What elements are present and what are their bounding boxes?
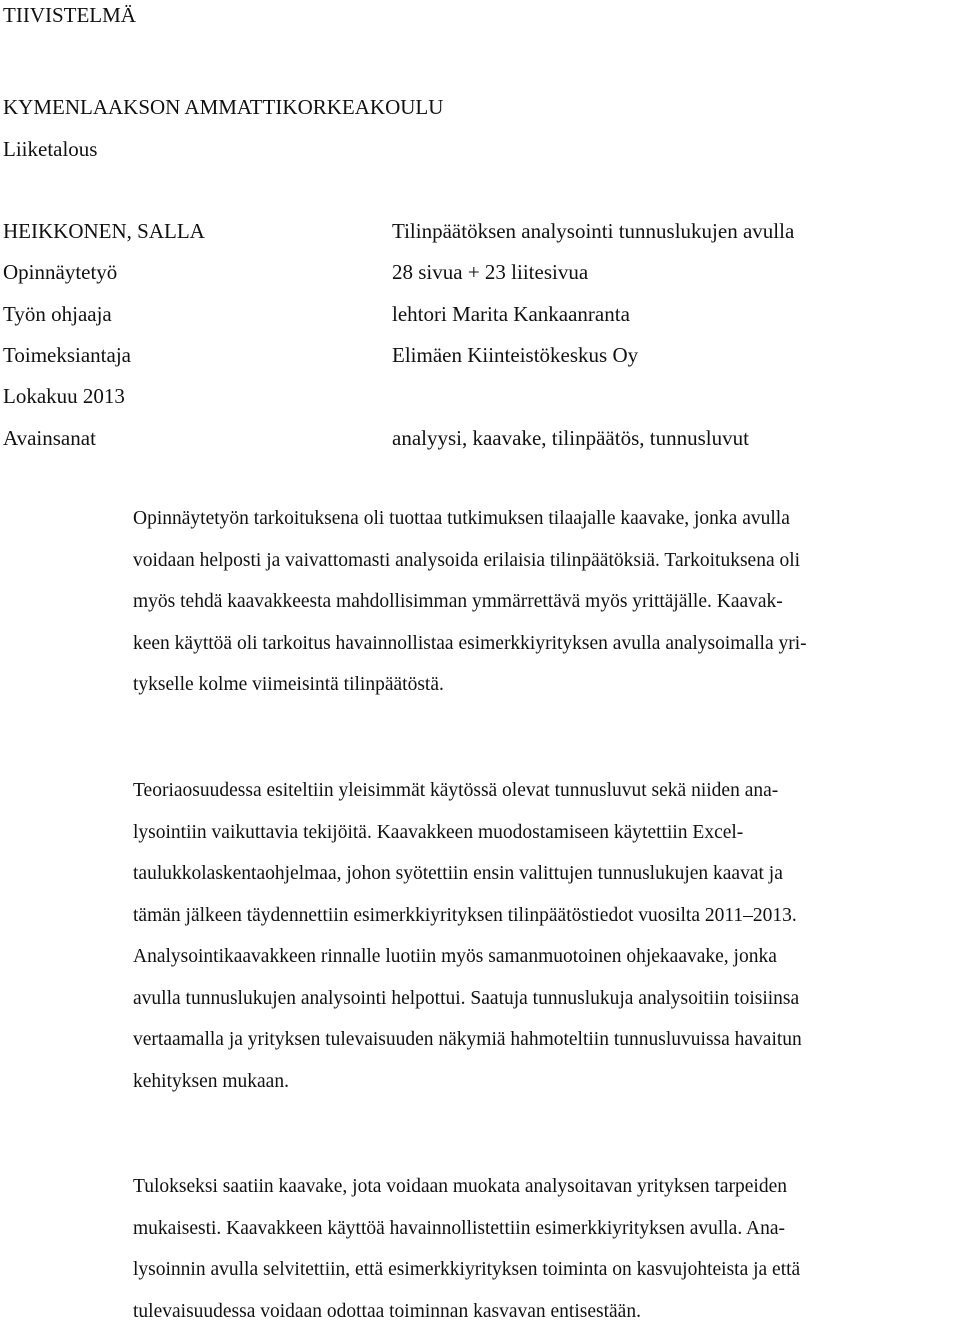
institution-name: KYMENLAAKSON AMMATTIKORKEAKOULU xyxy=(3,94,443,120)
supervisor-name: lehtori Marita Kankaanranta xyxy=(392,301,630,327)
paragraph-line: kehityksen mukaan. xyxy=(133,1061,953,1103)
paragraph-line: avulla tunnuslukujen analysointi helpottui. Saatuja tunnuslukuja analysoitiin toisiinsa xyxy=(133,978,953,1020)
abstract-heading: TIIVISTELMÄ xyxy=(3,2,136,28)
paragraph-line: myös tehdä kaavakkeesta mahdollisimman ymmärrettävä myös yrittäjälle. Kaavak- xyxy=(133,581,953,623)
paragraph-line: mukaisesti. Kaavakkeen käyttöä havainnollistettiin esimerkkiyrityksen avulla. Ana- xyxy=(133,1208,953,1250)
page-count: 28 sivua + 23 liitesivua xyxy=(392,259,588,285)
keywords-label: Avainsanat xyxy=(3,425,96,451)
field-of-study: Liiketalous xyxy=(3,136,97,162)
commissioner-name: Elimäen Kiinteistökeskus Oy xyxy=(392,342,638,368)
paragraph-line: Analysointikaavakkeen rinnalle luotiin myös samanmuotoinen ohjekaavake, jonka xyxy=(133,936,953,978)
paragraph-line: Teoriaosuudessa esiteltiin yleisimmät käytössä olevat tunnusluvut sekä niiden ana- xyxy=(133,770,953,812)
abstract-paragraph-1 xyxy=(133,498,953,706)
paragraph-line: tykselle kolme viimeisintä tilinpäätöstä. xyxy=(133,664,953,706)
supervisor-label: Työn ohjaaja xyxy=(3,301,112,327)
paragraph-line: Opinnäytetyön tarkoituksena oli tuottaa tutkimuksen tilaajalle kaavake, jonka avulla xyxy=(133,498,953,540)
paragraph-line: Tulokseksi saatiin kaavake, jota voidaan muokata analysoitavan yrityksen tarpeiden xyxy=(133,1166,953,1208)
paragraph-line: keen käyttöä oli tarkoitus havainnollistaa esimerkkiyrityksen avulla analysoimalla yri- xyxy=(133,623,953,665)
thesis-title: Tilinpäätöksen analysointi tunnuslukujen avulla xyxy=(392,218,794,244)
publication-date: Lokakuu 2013 xyxy=(3,383,125,409)
paragraph-line: lysointiin vaikuttavia tekijöitä. Kaavakkeen muodostamiseen käytettiin Excel- xyxy=(133,812,953,854)
keywords-value: analyysi, kaavake, tilinpäätös, tunnusluvut xyxy=(392,425,749,451)
paragraph-line: taulukkolaskentaohjelmaa, johon syötettiin ensin valittujen tunnuslukujen kaavat ja xyxy=(133,853,953,895)
paragraph-line: vertaamalla ja yrityksen tulevaisuuden näkymiä hahmoteltiin tunnusluvuissa havaitun xyxy=(133,1019,953,1061)
paragraph-line: tulevaisuudessa voidaan odottaa toiminnan kasvavan entisestään. xyxy=(133,1291,953,1332)
paragraph-line: lysoinnin avulla selvitettiin, että esimerkkiyrityksen toiminta on kasvujohteista ja että xyxy=(133,1249,953,1291)
commissioner-label: Toimeksiantaja xyxy=(3,342,131,368)
thesis-type-label: Opinnäytetyö xyxy=(3,259,117,285)
paragraph-line: voidaan helposti ja vaivattomasti analysoida erilaisia tilinpäätöksiä. Tarkoituksena oli xyxy=(133,540,953,582)
author-name: HEIKKONEN, SALLA xyxy=(3,218,205,244)
paragraph-line: tämän jälkeen täydennettiin esimerkkiyrityksen tilinpäätöstiedot vuosilta 2011–2013. xyxy=(133,895,953,937)
abstract-paragraph-3 xyxy=(133,1166,953,1332)
abstract-paragraph-2 xyxy=(133,770,953,1102)
